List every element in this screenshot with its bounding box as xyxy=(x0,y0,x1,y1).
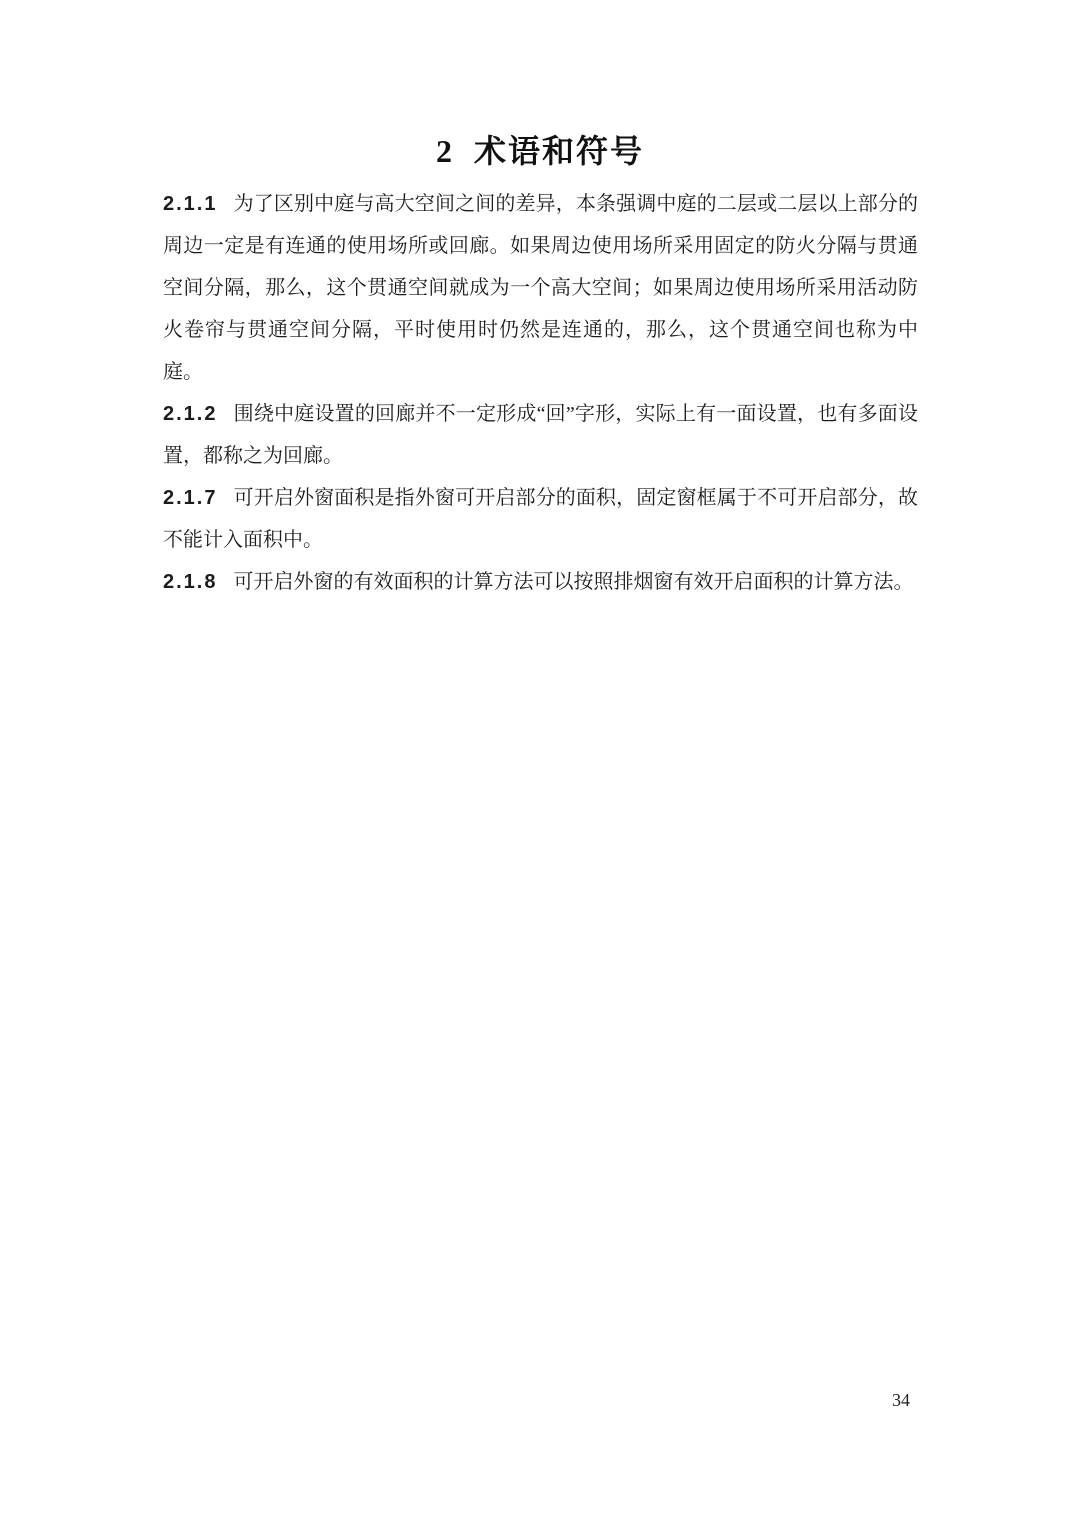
document-body xyxy=(163,183,918,603)
clause-number: 2.1.7 xyxy=(163,487,218,509)
clause-number: 2.1.8 xyxy=(163,571,218,593)
clause-2-1-8 xyxy=(163,561,918,603)
clause-text: 可开启外窗的有效面积的计算方法可以按照排烟窗有效开启面积的计算方法。 xyxy=(233,571,914,593)
clause-text: 围绕中庭设置的回廊并不一定形成“回”字形，实际上有一面设置，也有多面设置，都称之为回廊。 xyxy=(163,403,918,467)
clause-number: 2.1.2 xyxy=(163,403,218,425)
page-title: 2 术语和符号 xyxy=(435,133,644,169)
page-number: 34 xyxy=(892,1390,910,1410)
clause-2-1-1 xyxy=(163,183,918,393)
clause-text: 为了区别中庭与高大空间之间的差异，本条强调中庭的二层或二层以上部分的周边一定是有连通的使用场所或回廊。如果周边使用场所采用固定的防火分隔与贯通空间分隔，那么，这个贯通空间就成为一个高大空间；如果周边使用场所采用活动防火卷帘与贯通空间分隔，平时使用时仍然是连通的，那么，这个贯通空间也称为中庭。 xyxy=(163,193,918,383)
clause-number: 2.1.1 xyxy=(163,193,218,215)
clause-2-1-2 xyxy=(163,393,918,477)
clause-text: 可开启外窗面积是指外窗可开启部分的面积，固定窗框属于不可开启部分，故不能计入面积中。 xyxy=(163,487,918,551)
clause-2-1-7 xyxy=(163,477,918,561)
